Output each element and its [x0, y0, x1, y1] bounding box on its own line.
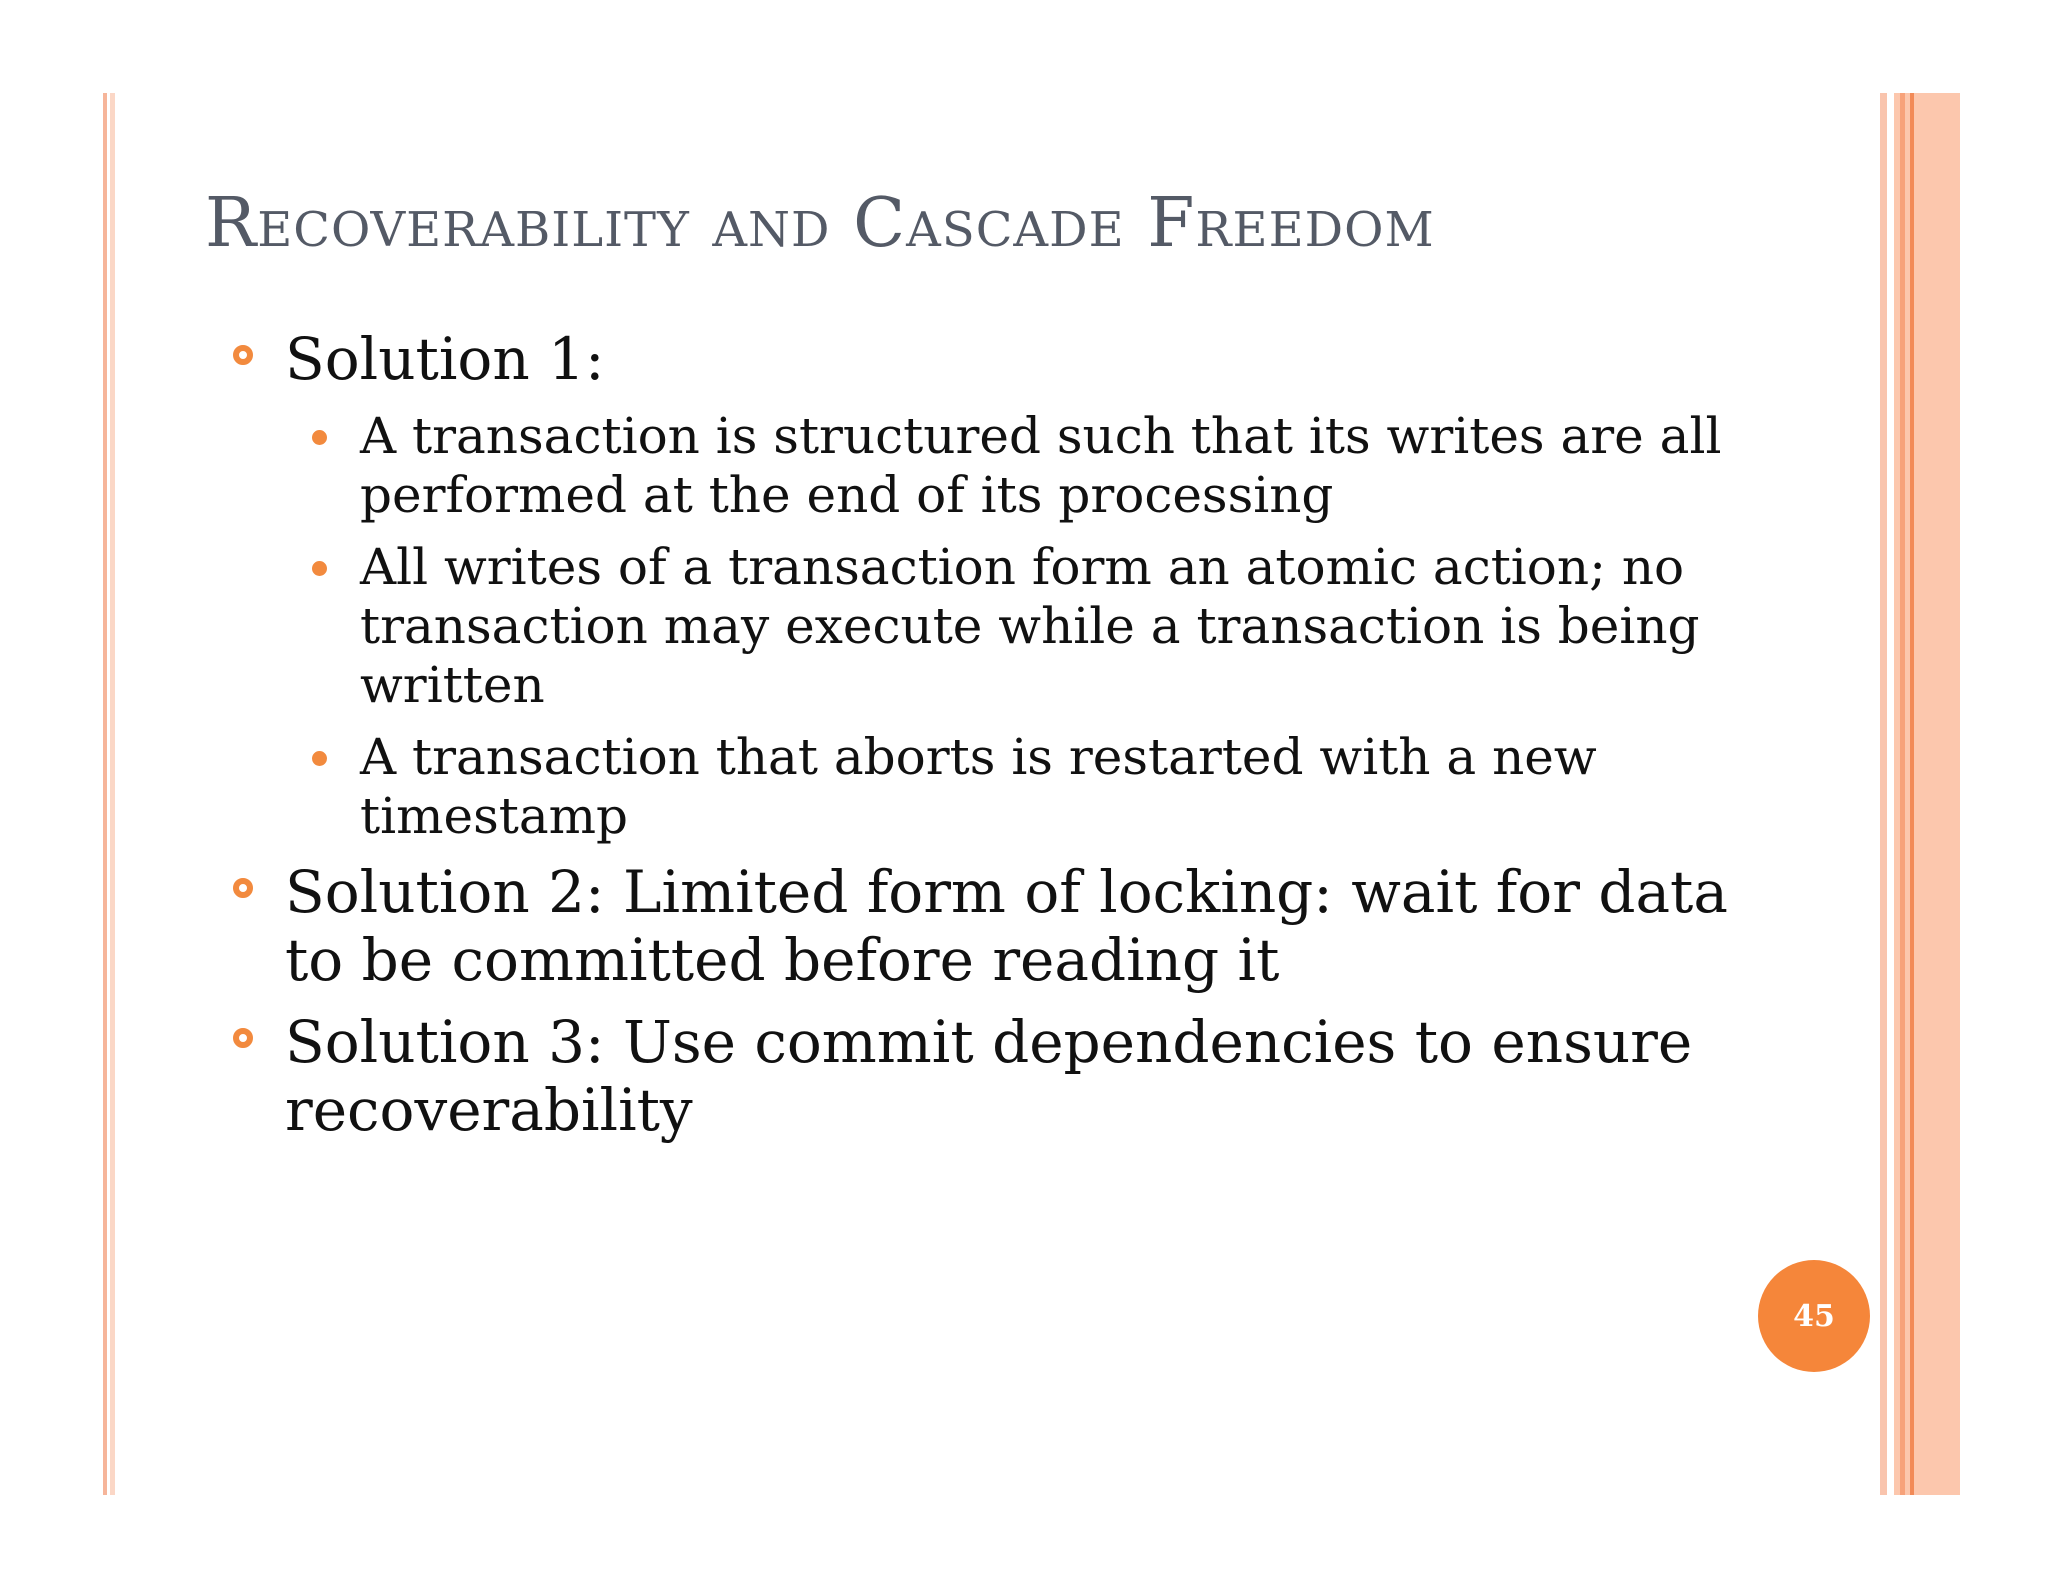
sub-bullet-text: A transaction that aborts is restarted with a new timestamp: [360, 728, 1597, 845]
filled-dot-icon: [312, 751, 327, 766]
filled-dot-icon: [312, 561, 327, 576]
page-number-badge: 45: [1758, 1260, 1870, 1372]
left-border-line: [103, 93, 107, 1495]
bullet-solution-3: [285, 1008, 1785, 1144]
sub-bullet-1: [360, 407, 1800, 525]
hollow-circle-icon: [233, 345, 253, 365]
hollow-circle-icon: [233, 878, 253, 898]
right-border-line: [1880, 93, 1887, 1495]
right-border-stripe-dark: [1910, 93, 1914, 1495]
sub-bullet-3: [360, 728, 1800, 846]
left-border-line-inner: [110, 93, 115, 1495]
sub-bullet-2: [360, 538, 1800, 715]
filled-dot-icon: [312, 430, 327, 445]
hollow-circle-icon: [233, 1028, 253, 1048]
bullet-text: Solution 1:: [285, 325, 605, 393]
bullet-solution-1: [285, 325, 1785, 393]
bullet-text: Solution 3: Use commit dependencies to ensure recoverability: [285, 1008, 1693, 1144]
bullet-solution-2: [285, 858, 1785, 994]
sub-bullet-text: A transaction is structured such that its writes are all performed at the end of its processing: [360, 407, 1722, 524]
bullet-text: Solution 2: Limited form of locking: wait for data to be committed before reading it: [285, 858, 1728, 994]
sub-bullet-text: All writes of a transaction form an atomic action; no transaction may execute while a transaction is being written: [360, 538, 1700, 714]
right-border-stripe: [1900, 93, 1905, 1495]
slide-title: Recoverability and Cascade Freedom: [205, 184, 1435, 263]
